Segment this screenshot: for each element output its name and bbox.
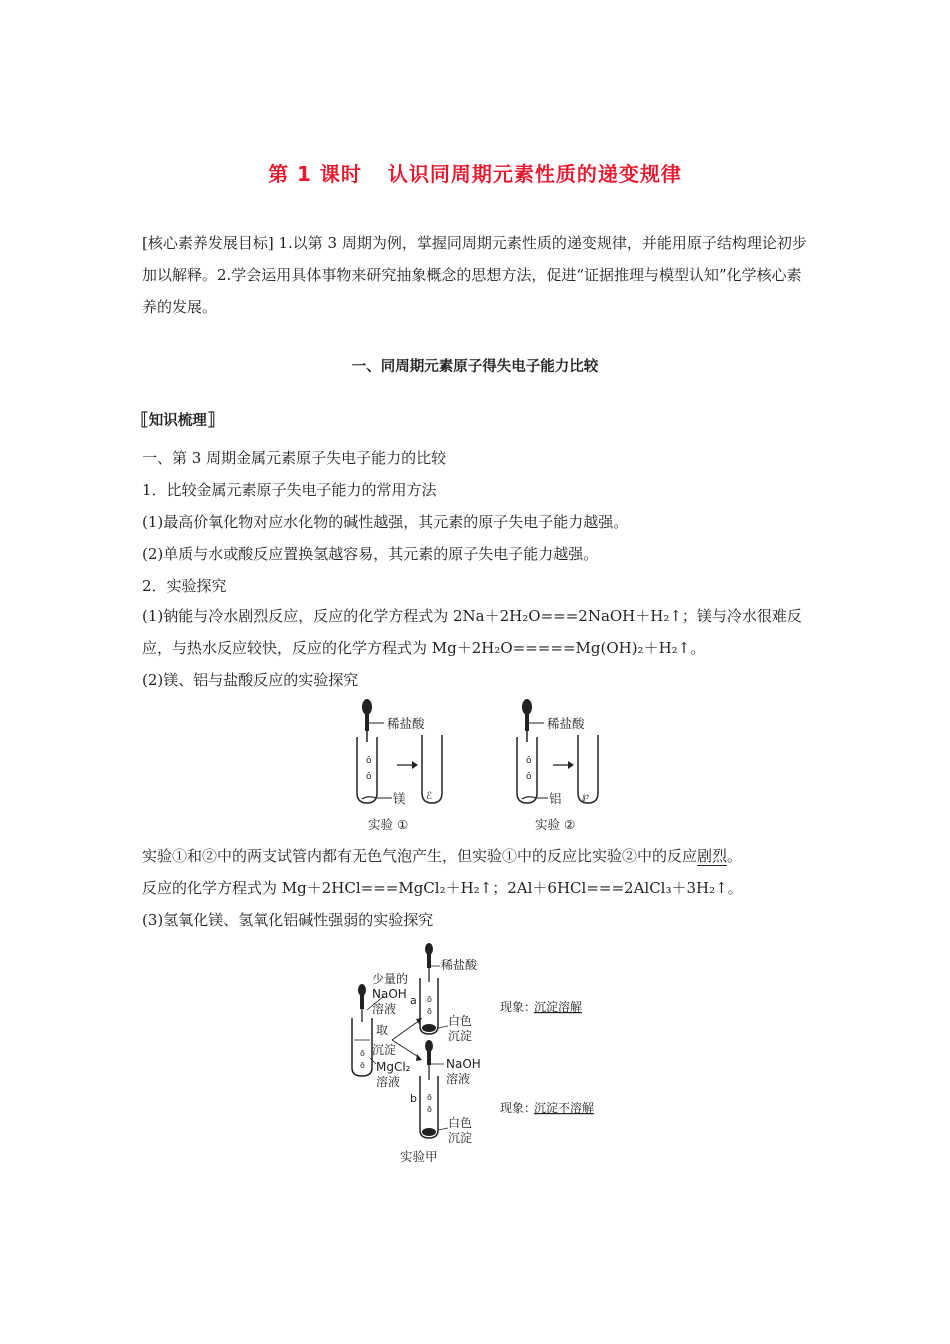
svg-text:ō: ō xyxy=(427,1105,432,1114)
mgcl2-label: MgCl₂ xyxy=(376,1060,411,1074)
tube-b-apparatus xyxy=(420,1040,448,1138)
text-line: 一、第 3 周期金属元素原子失电子能力的比较 xyxy=(142,449,447,467)
equation-line: (1)钠能与冷水剧烈反应，反应的化学方程式为 2Na＋2H₂O===2NaOH＋H₂↑；镁与冷水很难反 xyxy=(142,607,802,625)
svg-text:ō: ō xyxy=(427,1093,432,1102)
naoh-small-label: 溶液 xyxy=(372,1002,397,1016)
acid-label-1: 稀盐酸 xyxy=(387,716,425,731)
phenomenon-value: 沉淀不溶解 xyxy=(534,1101,595,1115)
svg-text:ō: ō xyxy=(427,1007,432,1016)
phenomenon-label: 现象： xyxy=(500,1101,537,1115)
white-precip-a: 沉淀 xyxy=(448,1029,473,1043)
mgcl2-label: 溶液 xyxy=(376,1075,401,1089)
tube-a-apparatus xyxy=(420,943,448,1034)
svg-text:ō: ō xyxy=(366,772,372,782)
metal-label-al: 铝 xyxy=(549,791,562,806)
naoh-label: NaOH xyxy=(446,1057,481,1071)
text-line: 2．实验探究 xyxy=(142,577,227,595)
experiment-2-apparatus xyxy=(517,699,598,803)
equation-line: 反应的化学方程式为 Mg＋2HCl===MgCl₂＋H₂↑；2Al＋6HCl===2AlCl₃＋3H₂↑。 xyxy=(142,879,743,897)
knowledge-tag: ⟦知识梳理⟧ xyxy=(140,409,216,430)
svg-text:℘: ℘ xyxy=(582,791,589,802)
phenomenon-value: 沉淀溶解 xyxy=(534,1000,583,1014)
naoh-small-label: 少量的 xyxy=(372,972,409,986)
text-line: 1．比较金属元素原子失电子能力的常用方法 xyxy=(142,481,437,499)
mg-al-experiment-figure xyxy=(340,695,640,835)
page-title: 第 1 课时 认识同周期元素性质的递变规律 xyxy=(268,162,682,186)
svg-text:ō: ō xyxy=(360,1049,365,1058)
metal-label-mg: 镁 xyxy=(393,791,406,806)
core-goal-paragraph: [核心素养发展目标] 1.以第 3 周期为例，掌握同周期元素性质的递变规律，并能用原子结构理论初步加以解释。2.学会运用具体事物来研究抽象概念的思想方法，促进“证据推理与模型认知”化学核心素养的发展。 xyxy=(142,234,807,316)
take-label: 沉淀 xyxy=(372,1043,397,1057)
experiment-1-apparatus xyxy=(357,699,442,803)
take-label: 取 xyxy=(376,1023,389,1037)
caption-exp1: 实验 ① xyxy=(368,817,409,832)
tube-b-label: b xyxy=(410,1092,417,1105)
answer-underline: 剧烈 xyxy=(697,847,728,865)
naoh-label: 溶液 xyxy=(446,1072,471,1086)
white-precip-b: 白色 xyxy=(448,1116,473,1130)
acid-label-2: 稀盐酸 xyxy=(547,716,585,731)
white-precip-b: 沉淀 xyxy=(448,1131,473,1145)
acid-label: 稀盐酸 xyxy=(441,958,478,972)
text-line: (2)镁、铝与盐酸反应的实验探究 xyxy=(142,671,359,689)
text-line: (3)氢氧化镁、氢氧化铝碱性强弱的实验探究 xyxy=(142,911,434,929)
svg-text:ō: ō xyxy=(427,995,432,1004)
section-heading: 一、同周期元素原子得失电子能力比较 xyxy=(351,359,599,375)
svg-text:ō: ō xyxy=(526,756,532,766)
figure-caption: 实验甲 xyxy=(400,1149,438,1164)
text-line: 实验①和②中的两支试管内都有无色气泡产生，但实验①中的反应比实验②中的反应剧烈。 xyxy=(142,847,743,865)
svg-text:ō: ō xyxy=(366,756,372,766)
svg-text:ō: ō xyxy=(360,1061,365,1070)
phenomenon-label: 现象： xyxy=(500,1000,537,1014)
hydroxide-experiment-figure xyxy=(340,940,630,1170)
white-precip-a: 白色 xyxy=(448,1014,473,1028)
svg-text:ō: ō xyxy=(526,772,532,782)
tube-a-label: a xyxy=(410,994,417,1007)
caption-exp2: 实验 ② xyxy=(535,817,576,832)
text-line: (2)单质与水或酸反应置换氢越容易，其元素的原子失电子能力越强。 xyxy=(142,545,599,563)
naoh-small-label: NaOH xyxy=(372,987,407,1001)
text-line: (1)最高价氧化物对应水化物的碱性越强，其元素的原子失电子能力越强。 xyxy=(142,513,629,531)
svg-text:ℰ: ℰ xyxy=(426,791,433,802)
equation-line: 应，与热水反应较快，反应的化学方程式为 Mg＋2H₂O=====Mg(OH)₂＋H₂↑。 xyxy=(142,639,706,657)
